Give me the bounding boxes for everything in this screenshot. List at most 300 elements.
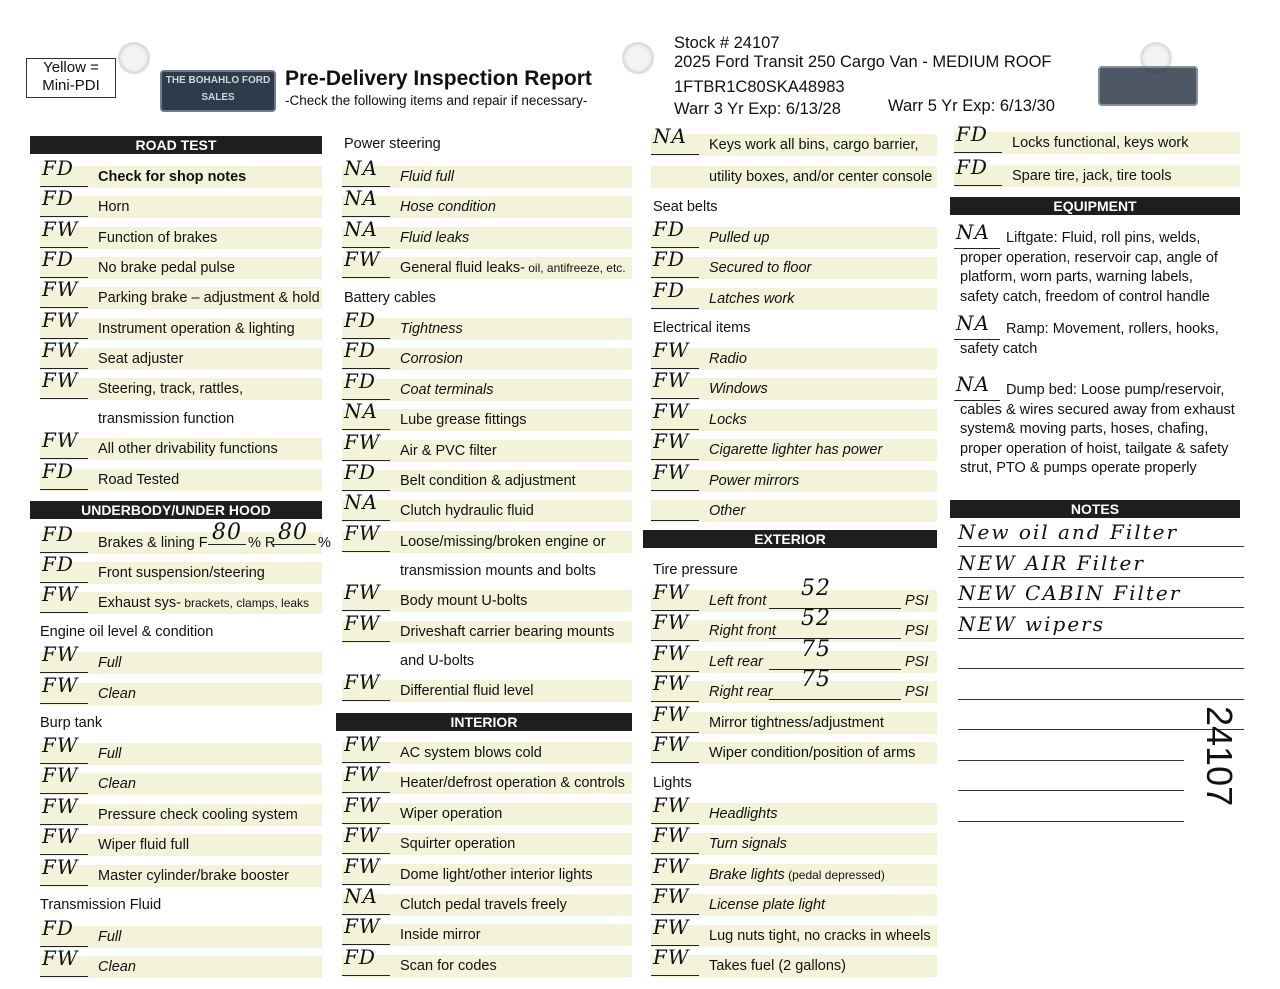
handwritten-mark: FW — [653, 793, 690, 817]
checklist-row — [651, 914, 937, 947]
checklist-row — [342, 884, 632, 916]
handwritten-mark: FW — [653, 945, 690, 969]
subsection-label: Tire pressure — [653, 562, 738, 578]
checklist-label: Fluid full — [400, 169, 454, 185]
checklist-label: Tightness — [400, 321, 463, 337]
checklist-row — [651, 793, 937, 825]
check-mark-line[interactable] — [342, 492, 390, 521]
check-mark-line[interactable] — [40, 337, 88, 369]
check-mark-line[interactable] — [342, 764, 390, 793]
checklist-row — [954, 155, 1240, 187]
checklist-label: transmission function — [98, 411, 235, 428]
note-line[interactable] — [958, 760, 1184, 761]
checklist-label: Instrument operation & lighting — [98, 320, 295, 337]
handwritten-mark: FW — [344, 520, 381, 545]
handwritten-mark: FW — [42, 673, 79, 697]
handwritten-mark: FD — [653, 247, 685, 272]
checklist-row — [651, 338, 937, 370]
checklist-label: Pulled up — [709, 230, 770, 246]
brake-front-value: 80 — [212, 520, 242, 545]
handwritten-note: NEW AIR Filter — [958, 550, 1145, 575]
check-mark-line[interactable] — [342, 188, 390, 217]
check-mark-line[interactable] — [40, 584, 88, 613]
checklist-label: Differential fluid level — [400, 683, 534, 699]
check-mark-line[interactable] — [40, 675, 88, 704]
check-mark-line[interactable] — [342, 216, 390, 248]
checklist-label: Wiper fluid full — [98, 837, 190, 854]
checklist-label: Clutch hydraulic fluid — [400, 503, 534, 520]
handwritten-mark: FW — [42, 824, 79, 849]
checklist-row — [342, 368, 632, 401]
handwritten-mark: FW — [344, 914, 381, 939]
check-mark-line[interactable] — [40, 188, 88, 217]
checklist-label: License plate light — [709, 897, 826, 914]
check-mark-line[interactable] — [342, 249, 390, 278]
checklist-row — [40, 408, 322, 430]
checklist-row — [651, 277, 937, 310]
stock-number: Stock # 24107 — [674, 34, 780, 52]
check-mark-line[interactable] — [342, 853, 390, 885]
page-subtitle: -Check the following items and repair if necessary- — [285, 93, 588, 108]
check-mark-line[interactable] — [651, 219, 699, 248]
checklist-row — [651, 124, 937, 156]
handwritten-mark: FW — [42, 368, 79, 393]
checklist-label: Function of brakes — [98, 229, 218, 246]
subsection-label: Electrical items — [653, 320, 751, 336]
checklist-label: Horn — [98, 199, 130, 216]
note-line[interactable] — [958, 668, 1244, 669]
checklist-label: Exhaust sys- brackets, clamps, leaks — [98, 595, 310, 611]
check-mark-line[interactable] — [40, 735, 88, 764]
checklist-label: Latches work — [709, 290, 795, 307]
checklist-row — [651, 884, 937, 916]
checklist-row — [40, 428, 322, 460]
handwritten-mark: FW — [653, 823, 690, 848]
handwritten-mark: FW — [42, 337, 79, 362]
handwritten-mark: FW — [42, 793, 79, 818]
handwritten-mark: FW — [42, 854, 79, 879]
check-mark-line[interactable] — [651, 492, 699, 521]
handwritten-mark: FW — [344, 823, 381, 848]
checklist-row — [342, 610, 632, 643]
label-note: oil, antifreeze, etc. — [524, 261, 626, 276]
equipment-text-line: Ramp: Movement, rollers, hooks, — [1006, 321, 1219, 337]
check-mark-line[interactable] — [342, 886, 390, 915]
checklist-row — [40, 186, 322, 218]
section-header: EXTERIOR — [643, 530, 937, 548]
handwritten-mark: FD — [42, 156, 74, 180]
checklist-row — [40, 916, 322, 948]
checklist-row — [342, 944, 632, 977]
note-line[interactable] — [958, 790, 1184, 791]
checklist-label: Full — [98, 929, 122, 945]
check-mark-line[interactable] — [651, 249, 699, 278]
check-mark-line[interactable] — [342, 916, 390, 945]
check-mark-line[interactable] — [651, 825, 699, 854]
checklist-label: Master cylinder/brake booster — [98, 867, 289, 884]
subsection-label: Power steering — [344, 136, 441, 152]
check-mark-line[interactable] — [40, 918, 88, 947]
warranty-3yr: Warr 3 Yr Exp: 6/13/28 — [674, 100, 841, 118]
check-mark-line[interactable] — [342, 429, 390, 461]
checklist-row — [40, 520, 331, 554]
handwritten-mark: FW — [42, 946, 79, 970]
brake-rear-line[interactable] — [272, 544, 316, 545]
check-mark-line[interactable] — [342, 340, 390, 369]
handwritten-mark: FW — [344, 792, 381, 817]
vertical-stock-number: 24107 — [1199, 706, 1240, 807]
check-mark-line[interactable] — [40, 765, 88, 794]
checklist-label: Other — [709, 503, 746, 519]
note-line[interactable] — [958, 546, 1244, 547]
checklist-row — [342, 216, 632, 249]
checklist-row — [40, 156, 322, 188]
checklist-label: transmission mounts and bolts — [400, 562, 596, 579]
handwritten-mark: FW — [42, 428, 79, 453]
checklist-label: Clean — [98, 686, 136, 702]
handwritten-note: New oil and Filter — [958, 520, 1179, 544]
checklist-label: Wiper operation — [400, 805, 503, 822]
checklist-label: Body mount U-bolts — [400, 593, 528, 610]
checklist-row — [342, 650, 632, 672]
checklist-label: Left rear — [709, 653, 763, 670]
check-mark-line[interactable] — [651, 126, 699, 155]
handwritten-mark: FD — [42, 186, 74, 211]
check-mark-line[interactable] — [342, 368, 390, 400]
checklist-label: No brake pedal pulse — [98, 259, 236, 276]
checklist-label: Fluid leaks — [400, 229, 470, 246]
handwritten-mark: FW — [344, 762, 381, 787]
check-mark-line[interactable] — [342, 520, 390, 552]
checklist-label: Right rear — [709, 684, 773, 701]
percent-sign: % — [318, 535, 331, 551]
checklist-row — [651, 398, 937, 431]
check-mark-line[interactable] — [342, 158, 390, 187]
checklist-label: and U-bolts — [400, 652, 475, 669]
checklist-row — [40, 642, 322, 674]
dealer-stamp — [1098, 66, 1198, 106]
handwritten-mark: FD — [653, 277, 685, 302]
check-mark-line[interactable] — [342, 734, 390, 763]
checklist-row — [40, 458, 322, 491]
equipment-text-line: Liftgate: Fluid, roll pins, welds, — [1006, 230, 1201, 246]
check-mark-line[interactable] — [342, 825, 390, 854]
check-mark-line[interactable] — [651, 795, 699, 824]
check-mark-line[interactable] — [651, 277, 699, 309]
checklist-row — [40, 307, 322, 340]
checklist-row — [651, 636, 937, 673]
checklist-label: Spare tire, jack, tire tools — [1012, 168, 1172, 184]
section-header: ROAD TEST — [30, 136, 322, 154]
check-mark-line[interactable] — [40, 948, 88, 977]
tire-pressure-value: 52 — [801, 606, 831, 632]
check-mark-line[interactable] — [40, 854, 88, 886]
subsection-label: Burp tank — [40, 715, 103, 731]
handwritten-mark: FW — [653, 914, 690, 939]
note-line[interactable] — [958, 699, 1244, 700]
checklist-row — [342, 762, 632, 794]
check-mark-line[interactable] — [651, 459, 699, 491]
psi-unit: PSI — [905, 623, 929, 640]
handwritten-mark: NA — [344, 490, 378, 515]
handwritten-mark: FW — [653, 429, 690, 454]
psi-unit: PSI — [905, 593, 929, 609]
handwritten-mark: FD — [42, 522, 74, 546]
handwritten-mark: FW — [344, 853, 381, 878]
note-line[interactable] — [958, 607, 1244, 608]
handwritten-mark: FD — [42, 458, 74, 483]
check-mark-line[interactable] — [40, 216, 88, 248]
vin: 1FTBR1C80SKA48983 — [674, 78, 845, 96]
handwritten-mark: FD — [344, 460, 376, 484]
checklist-label: Coat terminals — [400, 381, 494, 398]
check-mark-line[interactable] — [651, 886, 699, 915]
handwritten-mark: NA — [653, 124, 687, 148]
checklist-label: Air & PVC filter — [400, 442, 497, 459]
checklist-label: Front suspension/steering — [98, 565, 265, 581]
checklist-label: Loose/missing/broken engine or — [400, 533, 606, 550]
checklist-label: Lug nuts tight, no cracks in wheels — [709, 927, 931, 944]
check-mark-line[interactable] — [651, 734, 699, 763]
check-mark-line[interactable] — [40, 307, 88, 339]
check-mark-line[interactable] — [40, 279, 88, 308]
check-mark-line[interactable] — [651, 640, 699, 672]
section-header: INTERIOR — [336, 713, 632, 731]
checklist-label: Driveshaft carrier bearing mounts — [400, 623, 615, 640]
check-mark-line[interactable] — [954, 157, 1002, 186]
vehicle-model: 2025 Ford Transit 250 Cargo Van - MEDIUM ROOF — [674, 53, 1052, 71]
checklist-label: Mirror tightness/adjustment — [709, 715, 884, 731]
handwritten-mark: FW — [653, 459, 690, 484]
tire-pressure-line[interactable] — [769, 608, 901, 609]
check-mark-line[interactable] — [651, 398, 699, 430]
check-mark-line[interactable] — [954, 374, 1000, 401]
checklist-label: Full — [98, 746, 122, 762]
checklist-row — [651, 853, 937, 886]
checklist-row — [342, 490, 632, 522]
tire-pressure-value: 75 — [801, 636, 831, 662]
handwritten-mark: FW — [653, 671, 690, 696]
checklist-label: All other drivability functions — [98, 441, 278, 458]
checklist-label: Heater/defrost operation & controls — [400, 775, 625, 792]
checklist-row — [954, 122, 1240, 154]
checklist-label: Scan for codes — [400, 957, 497, 974]
check-mark-line[interactable] — [40, 644, 88, 673]
handwritten-mark: NA — [956, 372, 990, 396]
handwritten-mark: FW — [653, 702, 690, 726]
punch-hole — [118, 42, 150, 74]
check-mark-line[interactable] — [342, 792, 390, 824]
note-line[interactable] — [958, 821, 1184, 822]
checklist-row — [40, 793, 322, 826]
check-mark-line[interactable] — [651, 914, 699, 946]
checklist-row — [342, 308, 632, 340]
checklist-label: Pressure check cooling system — [98, 806, 298, 823]
section-header: UNDERBODY/UNDER HOOD — [30, 501, 322, 519]
handwritten-note: NEW CABIN Filter — [958, 581, 1182, 605]
checklist-row — [651, 732, 937, 764]
handwritten-mark: NA — [344, 884, 378, 908]
checklist-label: Seat adjuster — [98, 350, 184, 367]
check-mark-line[interactable] — [40, 246, 88, 278]
checklist-row — [40, 854, 322, 887]
checklist-row — [342, 580, 632, 612]
checklist-label: Steering, track, rattles, — [98, 381, 244, 398]
handwritten-mark: NA — [956, 311, 990, 335]
checklist-row — [651, 500, 937, 522]
handwritten-mark: FW — [42, 763, 79, 788]
checklist-label: Secured to floor — [709, 260, 812, 277]
check-mark-line[interactable] — [342, 582, 390, 611]
equipment-text-line: strut, PTO & pumps operate properly — [960, 460, 1197, 476]
check-mark-line[interactable] — [40, 370, 88, 399]
checklist-row — [40, 552, 322, 584]
checklist-row — [40, 337, 322, 370]
check-mark-line[interactable] — [651, 853, 699, 885]
section-header: NOTES — [950, 500, 1240, 518]
checklist-row — [651, 429, 937, 461]
handwritten-mark: FW — [653, 853, 690, 878]
checklist-row — [342, 732, 632, 764]
handwritten-mark: FW — [344, 580, 381, 605]
check-mark-line[interactable] — [342, 401, 390, 430]
checklist-label: Left front — [709, 593, 767, 609]
checklist-row — [651, 217, 937, 249]
check-mark-line[interactable] — [651, 947, 699, 976]
check-mark-line[interactable] — [651, 673, 699, 702]
checklist-row — [342, 156, 632, 188]
check-mark-line[interactable] — [342, 310, 390, 339]
handwritten-mark: FD — [344, 338, 376, 363]
checklist-label: Corrosion — [400, 351, 463, 368]
check-mark-line[interactable] — [40, 793, 88, 825]
label-note: (pedal depressed) — [784, 867, 885, 882]
handwritten-note: NEW wipers — [958, 611, 1105, 636]
checklist-label: Clutch pedal travels freely — [400, 897, 567, 913]
check-mark-line[interactable] — [651, 704, 699, 733]
equipment-text-line: cables & wires secured away from exhaust — [960, 401, 1235, 418]
handwritten-mark: NA — [344, 216, 378, 241]
handwritten-mark: FW — [344, 670, 381, 694]
checklist-row — [342, 338, 632, 370]
check-mark-line[interactable] — [40, 430, 88, 459]
checklist-row — [40, 582, 322, 614]
dealer-logo: THE BOHAHLO FORD SALES — [160, 70, 276, 112]
handwritten-mark: FD — [344, 368, 376, 393]
handwritten-mark: FW — [42, 642, 79, 666]
checklist-label: Squirter operation — [400, 836, 516, 853]
check-mark-line[interactable] — [40, 458, 88, 490]
handwritten-mark: FD — [42, 552, 74, 576]
check-mark-line[interactable] — [342, 944, 390, 976]
equipment-text-line: safety catch, freedom of control handle — [960, 288, 1210, 305]
check-mark-line[interactable] — [342, 672, 390, 701]
handwritten-mark: FD — [344, 308, 376, 332]
equipment-text-line: platform, worn parts, warning labels, — [960, 269, 1193, 285]
checklist-label: Right front — [709, 623, 776, 640]
legend-line: Yellow = — [43, 59, 99, 76]
checklist-row — [40, 733, 322, 765]
check-mark-line[interactable] — [954, 124, 1002, 153]
note-line[interactable] — [958, 577, 1244, 578]
checklist-label: Keys work all bins, cargo barrier, — [709, 137, 919, 153]
checklist-row — [651, 576, 937, 612]
check-mark-line[interactable] — [651, 612, 699, 641]
checklist-row — [651, 945, 937, 977]
handwritten-mark: FD — [42, 246, 74, 271]
checklist-label: Inside mirror — [400, 927, 481, 944]
handwritten-mark: FW — [42, 307, 79, 332]
checklist-label: Belt condition & adjustment — [400, 473, 576, 489]
check-mark-line[interactable] — [40, 158, 88, 187]
punch-hole — [622, 42, 654, 74]
checklist-label: Parking brake – adjustment & hold — [98, 290, 320, 307]
checklist-label: Windows — [709, 381, 768, 398]
checklist-row — [342, 853, 632, 886]
legend-box — [26, 58, 116, 98]
checklist-row — [40, 277, 322, 309]
checklist-label: Hose condition — [400, 199, 496, 216]
handwritten-mark: FW — [653, 338, 690, 362]
tire-pressure-line[interactable] — [769, 638, 901, 639]
checklist-label: Headlights — [709, 806, 778, 822]
checklist-row — [651, 368, 937, 400]
tire-pressure-line[interactable] — [769, 669, 901, 670]
checklist-label: Lube grease fittings — [400, 412, 527, 429]
check-mark-line[interactable] — [40, 554, 88, 583]
tire-pressure-line[interactable] — [769, 699, 901, 700]
checklist-row — [40, 673, 322, 705]
check-mark-line[interactable] — [651, 431, 699, 460]
checklist-row — [651, 667, 937, 703]
note-line[interactable] — [958, 638, 1244, 639]
checklist-label: Takes fuel (2 gallons) — [709, 958, 847, 974]
checklist-row — [342, 429, 632, 462]
check-mark-line[interactable] — [651, 340, 699, 369]
subsection-label: Engine oil level & condition — [40, 624, 214, 640]
checklist-label: Radio — [709, 351, 747, 367]
section-header: EQUIPMENT — [950, 197, 1240, 215]
check-mark-line[interactable] — [651, 370, 699, 399]
check-mark-line[interactable] — [342, 462, 390, 491]
tire-pressure-value: 52 — [801, 576, 831, 601]
equipment-text-line: proper operation, reservoir cap, angle of — [960, 249, 1218, 266]
check-mark-line[interactable] — [954, 313, 1000, 340]
checklist-label: Wiper condition/position of arms — [709, 745, 916, 761]
checklist-label: General fluid leaks- oil, antifreeze, etc. — [400, 260, 626, 277]
checklist-label: Full — [98, 655, 122, 671]
handwritten-mark: FW — [653, 580, 690, 604]
checklist-label: Dome light/other interior lights — [400, 866, 593, 883]
subsection-label: Battery cables — [344, 290, 436, 306]
checklist-label: Cigarette lighter has power — [709, 442, 883, 459]
checklist-row — [342, 186, 632, 218]
brake-front-line[interactable] — [208, 544, 246, 545]
checklist-row — [651, 606, 937, 642]
checklist-row — [342, 792, 632, 825]
check-mark-line[interactable] — [651, 582, 699, 611]
checklist-row — [342, 460, 632, 492]
check-mark-line[interactable] — [40, 826, 88, 855]
checklist-row — [651, 702, 937, 734]
check-mark-line[interactable] — [342, 610, 390, 642]
handwritten-mark: FW — [653, 640, 690, 665]
label-note: brackets, clamps, leaks — [181, 596, 310, 610]
checklist-row — [40, 763, 322, 795]
handwritten-mark: FW — [344, 610, 381, 635]
check-mark-line[interactable] — [40, 524, 88, 553]
check-mark-line[interactable] — [954, 222, 1000, 249]
